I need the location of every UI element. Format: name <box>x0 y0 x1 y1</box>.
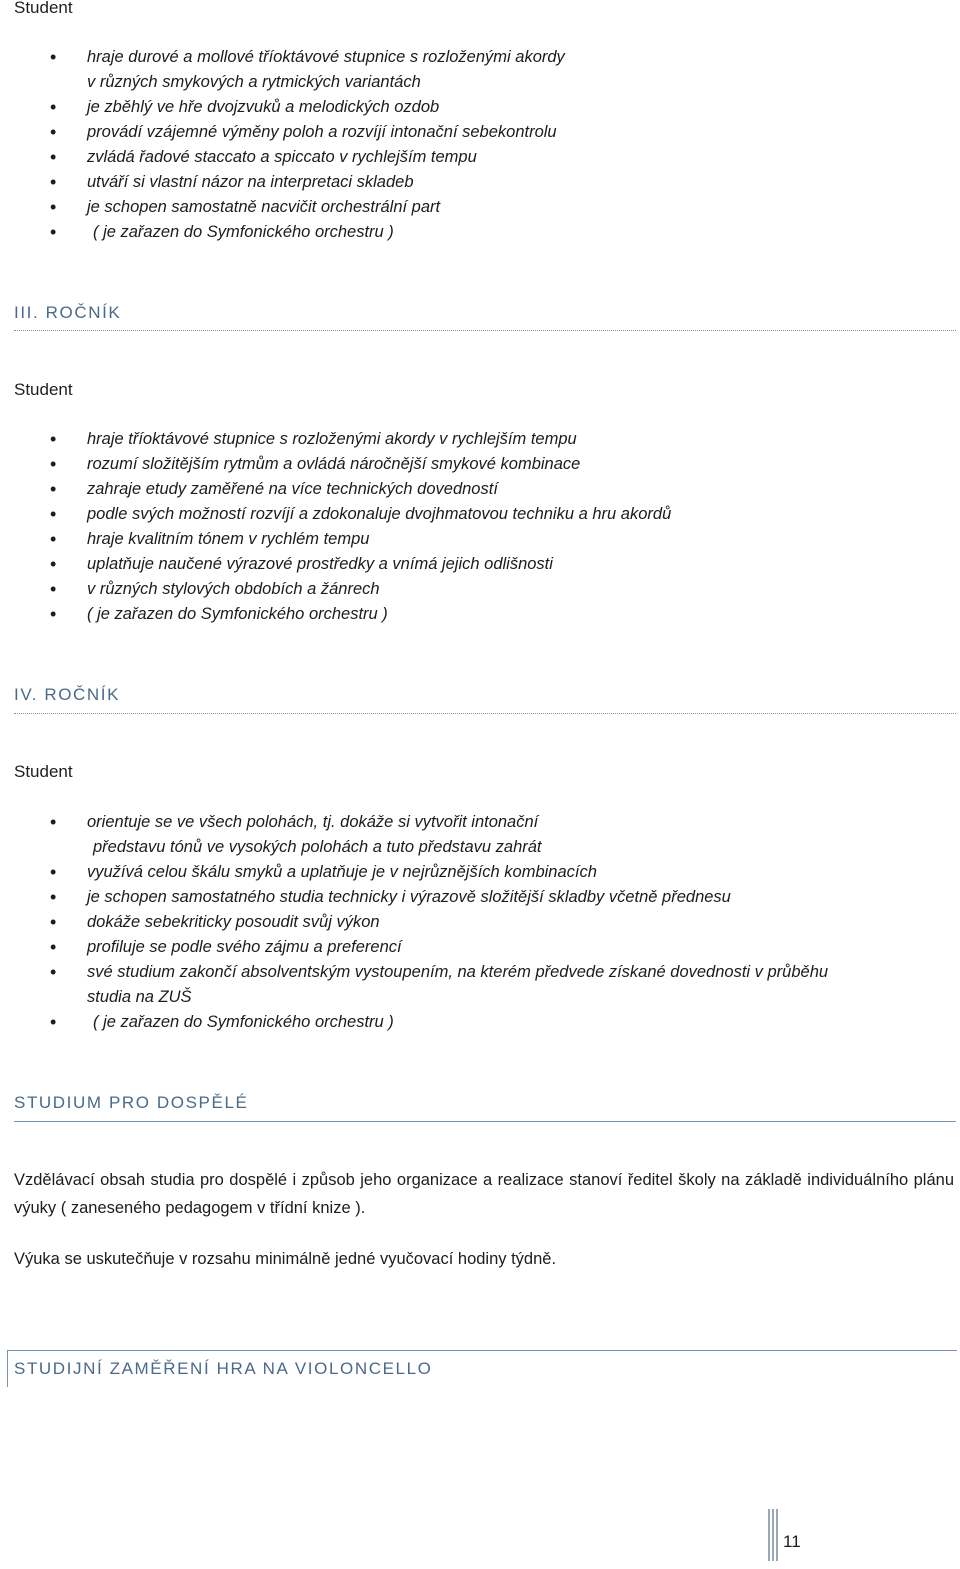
section-heading-adult: STUDIUM PRO DOSPĚLÉ <box>14 1093 249 1112</box>
student-label: Student <box>14 762 73 781</box>
section-heading-iv: IV. ROČNÍK <box>14 685 121 704</box>
page-number-bar <box>768 1509 770 1561</box>
adult-paragraph-1: Vzdělávací obsah studia pro dospělé i způsob jeho organizace a realizace stanoví ředitel školy na základě individuálního plánu výuky ( zaneseného pedagogem v třídní knize ). <box>14 1171 954 1217</box>
list-item-continuation: studia na ZUŠ <box>87 988 192 1006</box>
list-item: • je schopen samostatného studia technicky i výrazově složitější skladby včetně přednesu <box>0 885 828 910</box>
list-item: • podle svých možností rozvíjí a zdokonaluje dvojhmatovou techniku a hru akordů <box>0 502 671 527</box>
skills-list-ii <box>0 45 565 245</box>
heading-divider <box>14 713 956 714</box>
list-item: • je schopen samostatně nacvičit orchestrální part <box>0 195 565 220</box>
list-item: • dokáže sebekriticky posoudit svůj výkon <box>0 910 828 935</box>
list-item: • je zběhlý ve hře dvojzvuků a melodických ozdob <box>0 95 565 120</box>
list-item: • ( je zařazen do Symfonického orchestru ) <box>0 602 671 627</box>
list-item: • orientuje se ve všech polohách, tj. dokáže si vytvořit intonační <box>0 810 828 835</box>
list-item: • zahraje etudy zaměřené na více technických dovedností <box>0 477 671 502</box>
student-label: Student <box>14 0 73 17</box>
list-item: • rozumí složitějším rytmům a ovládá náročnější smykové kombinace <box>0 452 671 477</box>
list-item: • profiluje se podle svého zájmu a preferencí <box>0 935 828 960</box>
page-number-bar <box>772 1509 774 1561</box>
skills-list-iii <box>0 427 671 627</box>
list-item: • ( je zařazen do Symfonického orchestru ) <box>0 220 565 245</box>
page-number: 11 <box>783 1532 801 1551</box>
section-heading-violoncello: STUDIJNÍ ZAMĚŘENÍ HRA NA VIOLONCELLO <box>14 1359 433 1378</box>
list-item: • v různých stylových obdobích a žánrech <box>0 577 671 602</box>
heading-divider <box>14 1121 956 1122</box>
list-item: • uplatňuje naučené výrazové prostředky a vnímá jejich odlišnosti <box>0 552 671 577</box>
list-item: • své studium zakončí absolventským vystoupením, na kterém předvede získané dovednosti v průběhu <box>0 960 828 985</box>
list-item: • utváří si vlastní názor na interpretaci skladeb <box>0 170 565 195</box>
student-label: Student <box>14 380 73 399</box>
list-item: • hraje tříoktávové stupnice s rozloženými akordy v rychlejším tempu <box>0 427 671 452</box>
list-item: • hraje kvalitním tónem v rychlém tempu <box>0 527 671 552</box>
page-number-bar <box>776 1509 778 1561</box>
list-item: • provádí vzájemné výměny poloh a rozvíjí intonační sebekontrolu <box>0 120 565 145</box>
list-item: • zvládá řadové staccato a spiccato v rychlejším tempu <box>0 145 565 170</box>
skills-list-iv <box>0 810 828 1035</box>
heading-divider <box>14 330 956 331</box>
section-heading-iii: III. ROČNÍK <box>14 303 122 322</box>
list-item-continuation: v různých smykových a rytmických variantách <box>87 73 421 91</box>
list-item-continuation: představu tónů ve vysokých polohách a tuto představu zahrát <box>93 838 542 856</box>
list-item: • ( je zařazen do Symfonického orchestru ) <box>0 1010 828 1035</box>
list-item: • využívá celou škálu smyků a uplatňuje je v nejrůznějších kombinacích <box>0 860 828 885</box>
adult-paragraph-2: Výuka se uskutečňuje v rozsahu minimálně jedné vyučovací hodiny týdně. <box>14 1250 557 1268</box>
list-item: • hraje durové a mollové tříoktávové stupnice s rozloženými akordy <box>0 45 565 70</box>
